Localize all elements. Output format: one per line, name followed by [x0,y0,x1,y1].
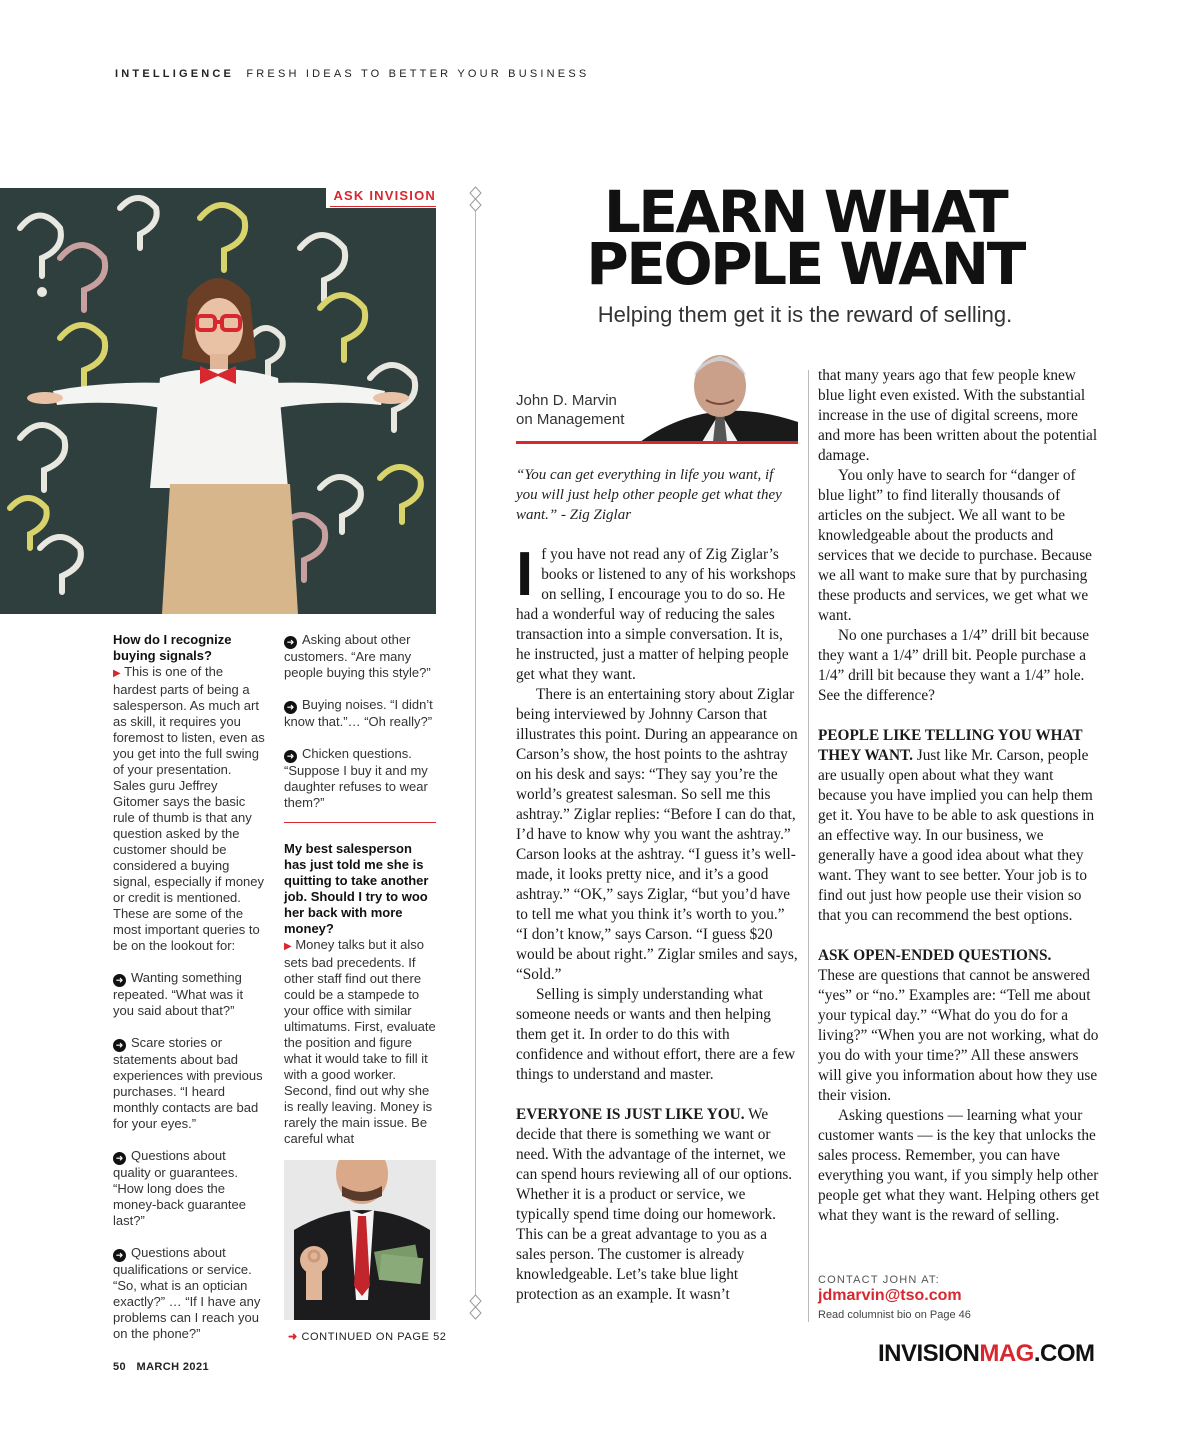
diamond-ornament-icon [469,1294,482,1320]
section-tagline: FRESH IDEAS TO BETTER YOUR BUSINESS [246,68,590,80]
signal-item: Wanting something repeated. “What was it you said about that?” [113,970,244,1018]
ask-invision-tag: ASK INVISION [326,188,436,208]
headline-line-2: PEOPLE WANT [586,230,1024,298]
drop-cap: I [516,540,534,609]
sidebar-column-1 [113,632,265,1358]
arrow-circle-icon: ➜ [113,1152,126,1165]
section-name: INTELLIGENCE [115,68,235,80]
continued-arrow-icon: ➜ [288,1331,298,1343]
salesman-photo [284,1160,436,1320]
byline-column: on Management [516,411,625,428]
page-folio [113,1361,216,1373]
signal-item: Asking about other customers. “Are many people buying this style?” [284,632,431,680]
column-rule [808,370,809,1322]
site-logo-part-1: INVISION [878,1340,980,1367]
red-arrow-icon: ▶ [113,668,121,679]
article-paragraph: that many years ago that few people knew blue light even existed. With the substantial increase in the use of digital screens, more and more has been written about the potential damage. [818,367,1098,464]
contact-label: CONTACT JOHN AT: [818,1274,940,1286]
section-header [115,68,589,80]
signal-item: Questions about qualifications or service. “So, what is an optician exactly?” … “If I have any problems can I reach you on the phone?” [113,1245,261,1341]
arrow-circle-icon: ➜ [113,974,126,987]
article-paragraph: We decide that there is something we want or need. With the advantage of the internet, we can spend hours reviewing all of our options. Whether it is a product or service, we typically spend time doing our homework. This can be a great advantage to you as a sales person. The customer is already knowledgeable. Let’s take blue light protection as an example. It wasn’t [516,1106,793,1303]
article-paragraph: Selling is simply understanding what someone needs or wants and then helping them get it. In order to do this with confidence and without effort, there are a few things to understand and master. [516,986,796,1083]
signal-item: Buying noises. “I didn’t know that.”… “Oh really?” [284,697,433,729]
sidebar-answer-2: Money talks but it also sets bad precedents. If other staff find out there could be a stampede to your office with similar ultimatums. First, evaluate the position and figure what it would take to fill it with a good worker. Second, find out why she is really leaving. Money is rarely the main issue. Be careful what [284,937,436,1146]
byline-rule [516,441,798,444]
article-paragraph: There is an entertaining story about Ziglar being interviewed by Johnny Carson that illustrates this point. During an appearance on Carson’s show, the host points to the ashtray on his desk and says: “They say you’re the world’s greatest salesman. So sell me this ashtray.” Ziglar replies: “Before I can do that, I’d have to know why you want the ashtray.” Carson looks at the ashtray. “I guess it’s well-made, it looks pretty nice, and it’s a good ashtray.” “OK,” says Ziglar, “but you’d have to tell me what you think it’s worth to you.” “I don’t know,” says Carson. “I guess $20 would be about right.” Ziglar smiles and says, “Sold.” [516,686,798,983]
continued-note [288,1330,447,1343]
article-paragraph: No one purchases a 1/4” drill bit because they want a 1/4” drill bit. People purchase a 1/4” drill bit because they want a 1/4” hole. See the difference? [818,627,1090,704]
continued-label: CONTINUED ON PAGE 52 [301,1331,447,1343]
arrow-circle-icon: ➜ [284,750,297,763]
sidebar-answer-1: This is one of the hardest parts of being a salesperson. As much art as skill, it requires you foremost to listen, even as you get into the full swing of your presentation. Sales guru Jeffrey Gitomer says the basic rule of thumb is that any question asked by the customer should be considered a buying signal, especially if money or credit is mentioned. These are some of the most important queries to be on the lookout for: [113,664,265,953]
author-portrait [640,348,798,442]
vertical-divider [475,200,476,1298]
site-logo [878,1340,1095,1368]
article-paragraph: These are questions that cannot be answered “yes” or “no.” Examples are: “Tell me about your typical day.” “What do you do for a living?” “When you are not working, what do you do with your time?” All these answers will give you information about how they use their vision. [818,967,1099,1104]
subhead-people-like: PEOPLE LIKE TELLING YOU WHAT THEY WANT. [818,727,1083,764]
signal-item: Chicken questions. “Suppose I buy it and my daughter refuses to wear them?” [284,746,428,810]
sidebar-question-1: How do I recognize buying signals? [113,632,232,663]
arrow-circle-icon: ➜ [284,701,297,714]
ask-invision-rule [330,206,436,207]
red-arrow-icon: ▶ [284,941,292,952]
byline-name: John D. Marvin [516,392,617,409]
issue-date: MARCH 2021 [136,1361,209,1373]
site-logo-part-2: MAG [979,1340,1034,1367]
article-paragraph: Just like Mr. Carson, people are usually open about what they want because you have implied you can help them get it. You have to be able to ask questions in an effective way. In our business, we generally have a good idea about what they want. They want to see better. Your job is to find out just how people use their vision so that you can recommend the best options. [818,747,1095,924]
sidebar-divider [284,822,436,823]
contact-email-link[interactable]: jdmarvin@tso.com [818,1287,962,1304]
headline-line-1: LEARN WHAT [603,178,1007,246]
article-paragraph: f you have not read any of Zig Ziglar’s books or listened to any of his workshops on selling, I encourage you to do so. He had a wonderful way of reducing the sales transaction into a simple conversation. It is, he instructed, just a matter of helping people get what they want. [516,546,796,683]
arrow-circle-icon: ➜ [113,1039,126,1052]
arrow-circle-icon: ➜ [284,636,297,649]
signal-item: Questions about quality or guarantees. “How long does the money-back guarantee last?” [113,1148,246,1228]
pull-quote: “You can get everything in life you want, if you will just help other people get what they want.” - Zig Ziglar [516,467,782,523]
article-deck: Helping them get it is the reward of selling. [597,302,1013,327]
sidebar-column-2 [284,632,436,1163]
site-logo-part-3: .COM [1033,1340,1095,1367]
subhead-open-ended: ASK OPEN-ENDED QUESTIONS. [818,947,1052,964]
signal-item: Scare stories or statements about bad experiences with previous purchases. “I heard monthly contacts are bad for your eyes.” [113,1035,263,1131]
article-headline [480,178,1130,298]
sidebar-question-2: My best salesperson has just told me she is quitting to take another job. Should I try to woo her back with more money? [284,841,429,936]
article-paragraph: You only have to search for “danger of blue light” to find literally thousands of articles on the subject. We all want to be knowledgeable about the products and services that we decide to purchase. Because we all want to make sure that by purchasing these products and services, we get what we want. [818,467,1092,624]
hero-photo-woman-question-marks [0,188,436,614]
byline [516,391,624,429]
article-body-column-1 [516,540,800,1305]
bio-note: Read columnist bio on Page 46 [818,1309,971,1321]
article-body-column-2 [818,366,1102,1226]
page-number: 50 [113,1361,127,1373]
article-paragraph: Asking questions — learning what your customer wants — is the key that unlocks the sales process. Remember, you can have everything you want, if you simply help other people get what they want. Helping others get what they want is the reward of selling. [818,1107,1100,1224]
subhead-everyone: EVERYONE IS JUST LIKE YOU. [516,1106,745,1123]
arrow-circle-icon: ➜ [113,1249,126,1262]
